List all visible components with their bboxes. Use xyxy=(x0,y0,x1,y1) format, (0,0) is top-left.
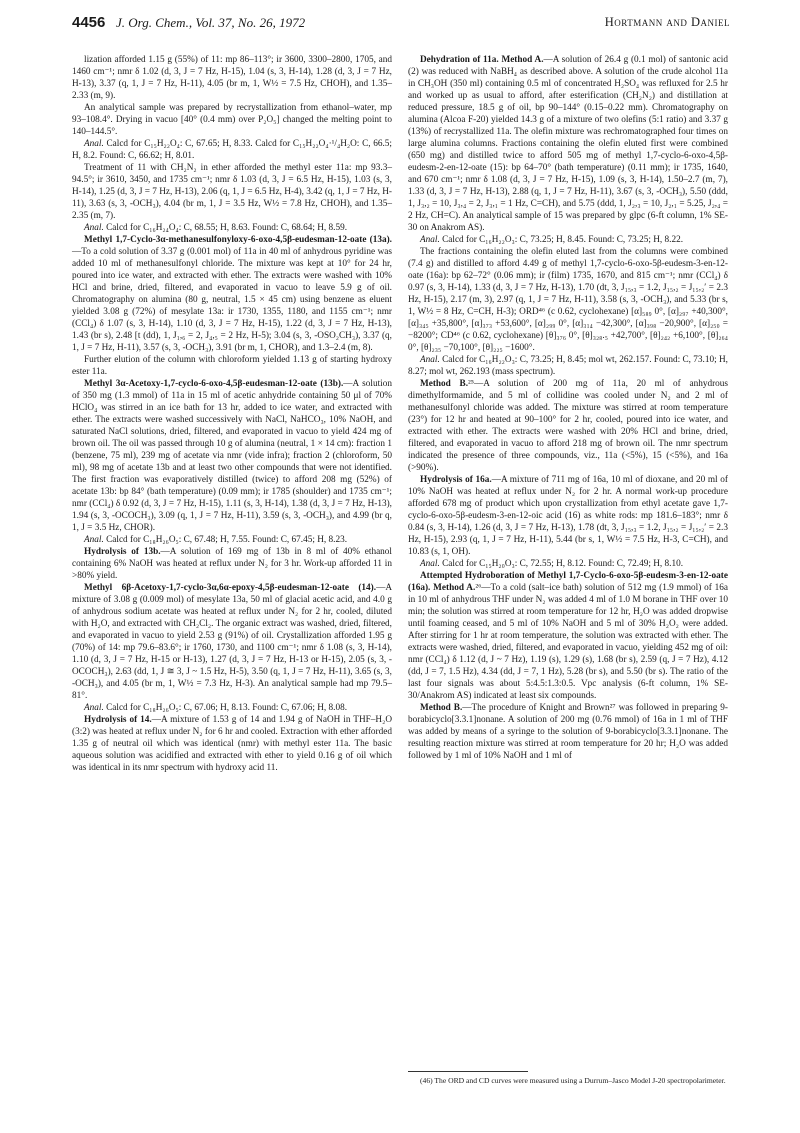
section-heading: Dehydration of 11a. Method A. xyxy=(420,55,544,65)
paragraph-text: —A mixture of 1.53 g of 14 and 1.94 g of NaOH in THF–H₂O (3:2) was heated at reflux under N₂ for 6 hr and cooled. Extraction with ether afforded 1.35 g of neutral oil which was identical (nmr) with methyl ester 11a. The basic aqueous solution was acidified and extracted with ether to yield 0.16 g of oil which was identical in its nmr spectrum with hydroxy acid 11. xyxy=(72,715,392,773)
section-heading: Methyl 3α-Acetoxy-1,7-cyclo-6-oxo-4,5β-eudesman-12-oate (13b). xyxy=(84,379,344,389)
section-heading: Hydrolysis of 13b. xyxy=(84,547,161,557)
paragraph-text: —A solution of 26.4 g (0.1 mol) of santonic acid (2) was reduced with NaBH₄ as described above. A solution of the crude alcohol 11a in CH₃OH (350 ml) containing 0.5 ml of concentrated H₂SO₄ was refluxed for 2.5 hr and worked up as usual to afford, after esterification (CH₂N₂) and distillation at reduced pressure, 18.5 g of oil, bp 90–144° (0.15–0.22 mm). Chromatography on alumina (Alcoa F-20) yielded 14.3 g of a mixture of two olefins (5:1 ratio) and 3.37 g (13%) of recrystallized 11a. The olefin mixture was rechromatographed four times on large alumina columns. Fractions containing the olefin eluted first were combined (650 mg) and distilled twice to afford 505 mg of methyl 1,7-cyclo-6-oxo-4,5β-eudesm-2-en-12-oate (15): bp 64–70° (bath temperature) (0.11 mm); ir 1735, 1640, and 670 cm⁻¹; nmr δ 1.08 (d, 3, J = 7 Hz, H-15), 1.09 (s, 3, H-14), 1.50–2.7 (m, 7), 1.33 (d, 3, J = 7 Hz, H-13), 2.88 (q, 1, J = 7 Hz, H-11), 3.67 (s, 3, -OCH₃), 5.50 (ddd, 1, J₃,₂ = 10, J₃,₄ = 2, J₃,₁ = 1 Hz, C=CH), and 5.75 (ddd, 1, J₂,₃ = 10, J₂,₁ = 5.25, J₂,₄ = 2 Hz, CH=C). An analytical sample of 15 was prepared by glpc (6-ft column, 1% SE-30 on Anakrom AS). xyxy=(408,55,728,233)
section-heading: Method B. xyxy=(420,379,469,389)
analysis-label: Anal. xyxy=(420,235,440,245)
footnote-rule xyxy=(408,1071,528,1072)
paragraph-text: —A solution of 350 mg (1.3 mmol) of 11a in 15 ml of acetic anhydride containing 50 μl of 70% HClO₄ was stirred in an ice bath for 13 hr, added to ice water, and extracted with ether. The extracts were washed successively with NaCl, NaHCO₃, 10% NaOH, and saturated NaCl solutions, dried, filtered, and evaporated in vacuo to yield 424 mg of brown oil. The oil was passed through 10 g of alumina (neutral, 1 × 14 cm): fraction 1 (benzene, 75 ml), 239 mg of acetate via nmr (vide infra); fraction 2 (chloroform, 50 ml), 98 mg of acetate 13b and at least two other compounds that were not identified. The first fraction was evaporatively distilled (twice) to afford 208 mg (52%) of acetate 13b: bp 84° (bath temperature) (0.09 mm); ir 1785 (shoulder) and 1735 cm⁻¹; nmr (CCl₄) δ 0.92 (d, 3, J = 7 Hz, H-15), 1.11 (s, 3, H-14), 1.38 (d, 3, J = 7 Hz, H-13), 1.94 (s, 3, -OCOCH₃), 3.09 (q, 1, J = 7 Hz, H-11), 3.59 (s, 3, -OCH₃), and 4.99 (br q, 1, J = 3.5 Hz, CHOR). xyxy=(72,379,392,533)
paragraph-text: Treatment of 11 with CH₂N₂ in ether afforded the methyl ester 11a: mp 93.3–94.5°; ir 3610, 3450, and 1735 cm⁻¹; nmr δ 1.03 (d, 3, J = 6.5 Hz, H-15), 1.03 (s, 3, H-14), 1.25 (d, 3, J = 7 Hz, H-13), 2.06 (q, 1, J = 6.5 Hz, H-4), 3.42 (q, 1, J = 7 Hz, H-11), 3.63 (s, 3, -OCH₃), 4.04 (br m, 1, J = 3.5 Hz, W½ = 7.8 Hz, CHOH), and 1.35–2.35 (m, 7). xyxy=(72,163,392,221)
right-column xyxy=(408,54,728,762)
section-heading: Attempted Hydroboration of Methyl 1,7-Cyclo-6-oxo-5β-eudesm-3-en-12-oate (16a). Method A. xyxy=(408,571,728,593)
paragraph xyxy=(72,378,392,534)
analysis-label: Anal. xyxy=(420,355,440,365)
paragraph xyxy=(72,162,392,222)
analysis-label: Anal. xyxy=(420,559,440,569)
section-heading: Hydrolysis of 14. xyxy=(84,715,152,725)
paragraph xyxy=(72,534,392,546)
paragraph xyxy=(72,546,392,582)
paragraph xyxy=(72,714,392,774)
section-heading: Hydrolysis of 16a. xyxy=(420,475,492,485)
paragraph-text: Calcd for C₁₈H₂₆O₅: C, 67.06; H, 8.13. Found: C, 67.06; H, 8.08. xyxy=(103,703,348,713)
footnote-46: (46) The ORD and CD curves were measured using a Durrum–Jasco Model J-20 spectropolarimeter. xyxy=(420,1076,726,1085)
paragraph-text: —The procedure of Knight and Brown²⁷ was followed in preparing 9-borabicyclo[3.3.1]nonane. A solution of 200 mg (0.76 mmol) of 16a in 1 ml of THF was added by means of a syringe to the solution of 9-borabicyclo[3.3.1]nonane. The resulting reaction mixture was stirred at room temperature for 20 hr; H₂O was added followed by 1 ml of 10% NaOH and 1 ml of xyxy=(408,703,729,761)
paragraph-text: Calcd for C₁₅H₂₀O₃: C, 72.55; H, 8.12. Found: C, 72.49; H, 8.10. xyxy=(439,559,684,569)
running-authors: Hortmann and Daniel xyxy=(604,15,730,29)
left-column xyxy=(72,54,392,774)
page-header xyxy=(72,14,730,36)
paragraph-text: The fractions containing the olefin eluted last from the columns were combined (7.4 g) and distilled to afford 4.49 g of methyl 1,7-cyclo-6-oxo-5β-eudesm-3-en-12-oate (16a): bp 62–72° (0.06 mm); ir (film) 1735, 1670, and 815 cm⁻¹; nmr (CCl₄) δ 0.97 (s, 3, H-14), 1.33 (d, 3, J = 7 Hz, H-13), 1.70 (dt, 3, J₁₅,₃ = 1.2, J₁₅,₂ = J₁₅,₂′ = 2.3 Hz, H-15), 2.17 (m, 3), 2.97 (q, 1, J = 7 Hz, H-11), 3.58 (s, 3, -OCH₃), and 5.33 (br s, 1, W½ = 8 Hz, C=CH, H-3); ORD⁴⁶ (c 0.62, cyclohexane) [α]₅₈₉ 0°, [α]₂₉₇ +40,300°, [α]₃₄₅ +35,800°, [α]₃₇₃ +53,600°, [α]₂₉₉ 0°, [α]₃₁₄ −42,300°, [α]₃₉₈ −20,900°, [α]₂₅₀ = −8200°; CD⁴⁶ (c 0.62, cyclohexane) [θ]₃₇₆ 0°, [θ]₃₂₈.₅ +42,700°, [θ]₂₄₂ +6,100°, [θ]₂₆₄ 0°, [θ]₂₃₅ −70,100°, [θ]₂₂₅ −1600°. xyxy=(408,247,728,353)
paragraph xyxy=(408,558,728,570)
footnote-block xyxy=(408,1076,728,1086)
paragraph xyxy=(72,222,392,234)
paragraph xyxy=(72,354,392,378)
analysis-label: Anal. xyxy=(84,139,104,149)
journal-citation: J. Org. Chem., Vol. 37, No. 26, 1972 xyxy=(116,15,306,30)
paragraph xyxy=(408,570,728,702)
paragraph xyxy=(72,102,392,138)
paragraph-text: Calcd for C₁₆H₂₂O₃: C, 73.25; H, 8.45. Found: C, 73.25; H, 8.22. xyxy=(439,235,684,245)
paragraph-text: —To a cold solution of 3.37 g (0.001 mol) of 11a in 40 ml of anhydrous pyridine was added 10 ml of methanesulfonyl chloride. The mixture was kept at 10° for 24 hr, poured into ice water, and extracted with ether. The extracts were washed with 10% HCl and brine, dried, filtered, and evaporated in vacuo to leave 5.9 g of oil. Chromatography on alumina (80 g, neutral, 1.5 × 45 cm) using benzene as eluent yielded 3.08 g (72%) of mesylate 13a: ir 1730, 1355, 1180, and 1155 cm⁻¹; nmr (CCl₄) δ 1.07 (s, 3, H-14), 1.10 (d, 3, J = 7 Hz, H-15), 1.22 (d, 3, J = 7 Hz, H-13), 1.43 (br s), 2.48 [t (dd), 1, J₁,₆ = 2, J₄,₅ = 2 Hz, H-5); 3.04 (s, 3, -OSO₂CH₃), 3.37 (q, 1, J = 7 Hz, H-11), 3.57 (s, 3, -OCH₃), 3.91 (br m, 1, CHOR), and 1.3–2.4 (m, 8). xyxy=(72,247,392,353)
section-heading: Methyl 6β-Acetoxy-1,7-cyclo-3α,6α-epoxy-4,5β-eudesman-12-oate (14). xyxy=(84,583,377,593)
paragraph xyxy=(408,234,728,246)
paragraph xyxy=(408,354,728,378)
paragraph-text: —A mixture of 3.08 g (0.009 mol) of mesylate 13a, 50 ml of glacial acetic acid, and 4.0 g of anhydrous sodium acetate was heated at reflux under N₂ for 2 hr, cooled, diluted with H₂O, and extracted with CH₂Cl₂. The organic extract was washed, dried, filtered, and evaporated in vacuo to yield 2.53 g (91%) of oil. Crystallization afforded 1.95 g (70%) of 14: mp 79.6–83.6°; ir 1760, 1730, and 1100 cm⁻¹; nmr δ 1.08 (s, 3, H-14), 1.10 (d, 3, J = 7 Hz, H-15 or H-13), 1.27 (d, 3, J = 7 Hz, H-13 or H-15), 2.05 (s, 3, -OCOCH₃), 2.63 (dd, 1, J ≅ 3, J ~ 1.5 Hz, H-5), 3.50 (q, 1, J = 7 Hz, H-11), 3.65 (s, 3, -OCH₃), and 4.05 (br m, 1, W½ = 7.3 Hz, H-3). An analytical sample had mp 79.5–81°. xyxy=(72,583,392,701)
analysis-label: Anal. xyxy=(84,703,104,713)
paragraph xyxy=(72,138,392,162)
paragraph xyxy=(72,234,392,354)
section-heading: Method B. xyxy=(420,703,463,713)
paragraph xyxy=(408,702,728,762)
paragraph xyxy=(72,582,392,702)
paragraph-text: lization afforded 1.15 g (55%) of 11: mp 86–113°; ir 3600, 3300–2800, 1705, and 1460 cm⁻¹; nmr δ 1.02 (d, 3, J = 7 Hz, H-15), 1.04 (s, 3, H-14), 1.28 (d, 3, J = 7 Hz, H-13), 3.37 (q, 1, J = 7 Hz, H-11), 4.05 (br m, 1, W½ = 7.5 Hz, CHOH), and 1.35–2.33 (m, 9). xyxy=(72,55,392,101)
paragraph-text: Further elution of the column with chloroform yielded 1.13 g of starting hydroxy ester 11a. xyxy=(72,355,392,377)
paragraph-text: Calcd for C₁₅H₂₂O₄: C, 67.65; H, 8.33. Calcd for C₁₅H₂₂O₄·¹/₄H₂O: C, 66.5; H, 8.2. Found: C, 66.62; H, 8.01. xyxy=(72,139,392,161)
paragraph-text: Calcd for C₁₆H₂₄O₄: C, 68.55; H, 8.63. Found: C, 68.64; H, 8.59. xyxy=(103,223,348,233)
paragraph-text: An analytical sample was prepared by recrystallization from ethanol–water, mp 93–108.4°. Drying in vacuo [40° (0.4 mm) over P₂O₅] changed the melting point to 140–144.5°. xyxy=(72,103,392,137)
paragraph-text: Calcd for C₁₈H₂₆O₅: C, 67.48; H, 7.55. Found: C, 67.45; H, 8.23. xyxy=(103,535,348,545)
paragraph xyxy=(408,474,728,558)
paragraph-text: —A solution of 169 mg of 13b in 8 ml of 40% ethanol containing 6% NaOH was heated at reflux under N₂ for 3 hr. Work-up afforded 11 in >80% yield. xyxy=(72,547,393,581)
paragraph xyxy=(408,54,728,234)
analysis-label: Anal. xyxy=(84,223,104,233)
paragraph xyxy=(72,702,392,714)
paragraph-text: Calcd for C₁₆H₂₂O₃: C, 73.25; H, 8.45; mol wt, 262.157. Found: C, 73.10; H, 8.27; mol wt, 262.193 (mass spectrum). xyxy=(408,355,728,377)
paragraph-text: ²⁵—A solution of 200 mg of 11a, 20 ml of anhydrous dimethylformamide, and 5 ml of collidine was cooled under N₂ and 2 ml of methanesulfonyl chloride was added. The mixture was stirred at room temperature (23°) for 12 hr and heated at 90–100° for 2 hr, cooled, poured into ice water, and extracted with ether. The extracts were washed with 20% HCl and brine, dried, filtered, and evaporated in vacuo to afford 218 mg of brown oil. The nmr spectrum indicated the presence of three compounds, viz., 11a (<5%), 15 (<5%), and 16a (>90%). xyxy=(408,379,729,473)
paragraph-text: —A mixture of 711 mg of 16a, 10 ml of dioxane, and 20 ml of 10% NaOH was heated at reflux under N₂ for 2 hr. A normal work-up procedure afforded 678 mg of product which upon crystallization from ethyl acetate gave 1,7-cyclo-6-oxo-5β-eudesm-3-en-12-oic acid (16) as white rods: mp 181.6–183°; nmr δ 0.84 (s, 3, H-14), 1.26 (d, 3, J = 7 Hz, H-13), 1.78 (dt, 3, J₁₅,₃ = 1.2, J₁₅,₂ = J₁₅,₂′ = 2.3 Hz, H-15), 2.93 (q, 1, J = 7 Hz, H-11), 5.44 (br s, 1, W½ = 7.5 Hz, H-3, C=CH), and 10.83 (s, 1, OH). xyxy=(408,475,728,557)
paragraph-text: ²⁶—To a cold (salt–ice bath) solution of 512 mg (1.9 mmol) of 16a in 10 ml of anhydrous THF under N₂ was added 4 ml of 1.0 M borane in THF over 10 min; the solution was stirred at room temperature for 12 hr, H₂O was added dropwise until foaming ceased, and 5 ml of 10% NaOH and 5 ml of 30% H₂O₂ were added. After stirring for 1 hr at room temperature, the solution was extracted with ether. The extracts were washed, dried, filtered, and evaporated in vacuo, yielding 452 mg of oil: nmr (CCl₄) δ 1.12 (d, J ~ 7 Hz), 1.19 (s), 1.29 (s), 1.68 (br s), 2.59 (q, J = 7 Hz), 4.12 (dd, J = 7, 1.5 Hz), 4.34 (dd, J = 7, 1 Hz), 5.28 (br s), and 5.50 (br s). The ratio of the last four signals was about 5:4.5:1.3:0.5. Vpc analysis (6-ft column, 1% SE-30/Anakrom AS) indicated at least six compounds. xyxy=(408,583,728,701)
page-number: 4456 xyxy=(72,14,106,31)
paragraph xyxy=(72,54,392,102)
section-heading: Methyl 1,7-Cyclo-3α-methanesulfonyloxy-6-oxo-4,5β-eudesman-12-oate (13a). xyxy=(84,235,392,245)
paragraph xyxy=(408,378,728,474)
paragraph xyxy=(408,246,728,354)
analysis-label: Anal. xyxy=(84,535,104,545)
